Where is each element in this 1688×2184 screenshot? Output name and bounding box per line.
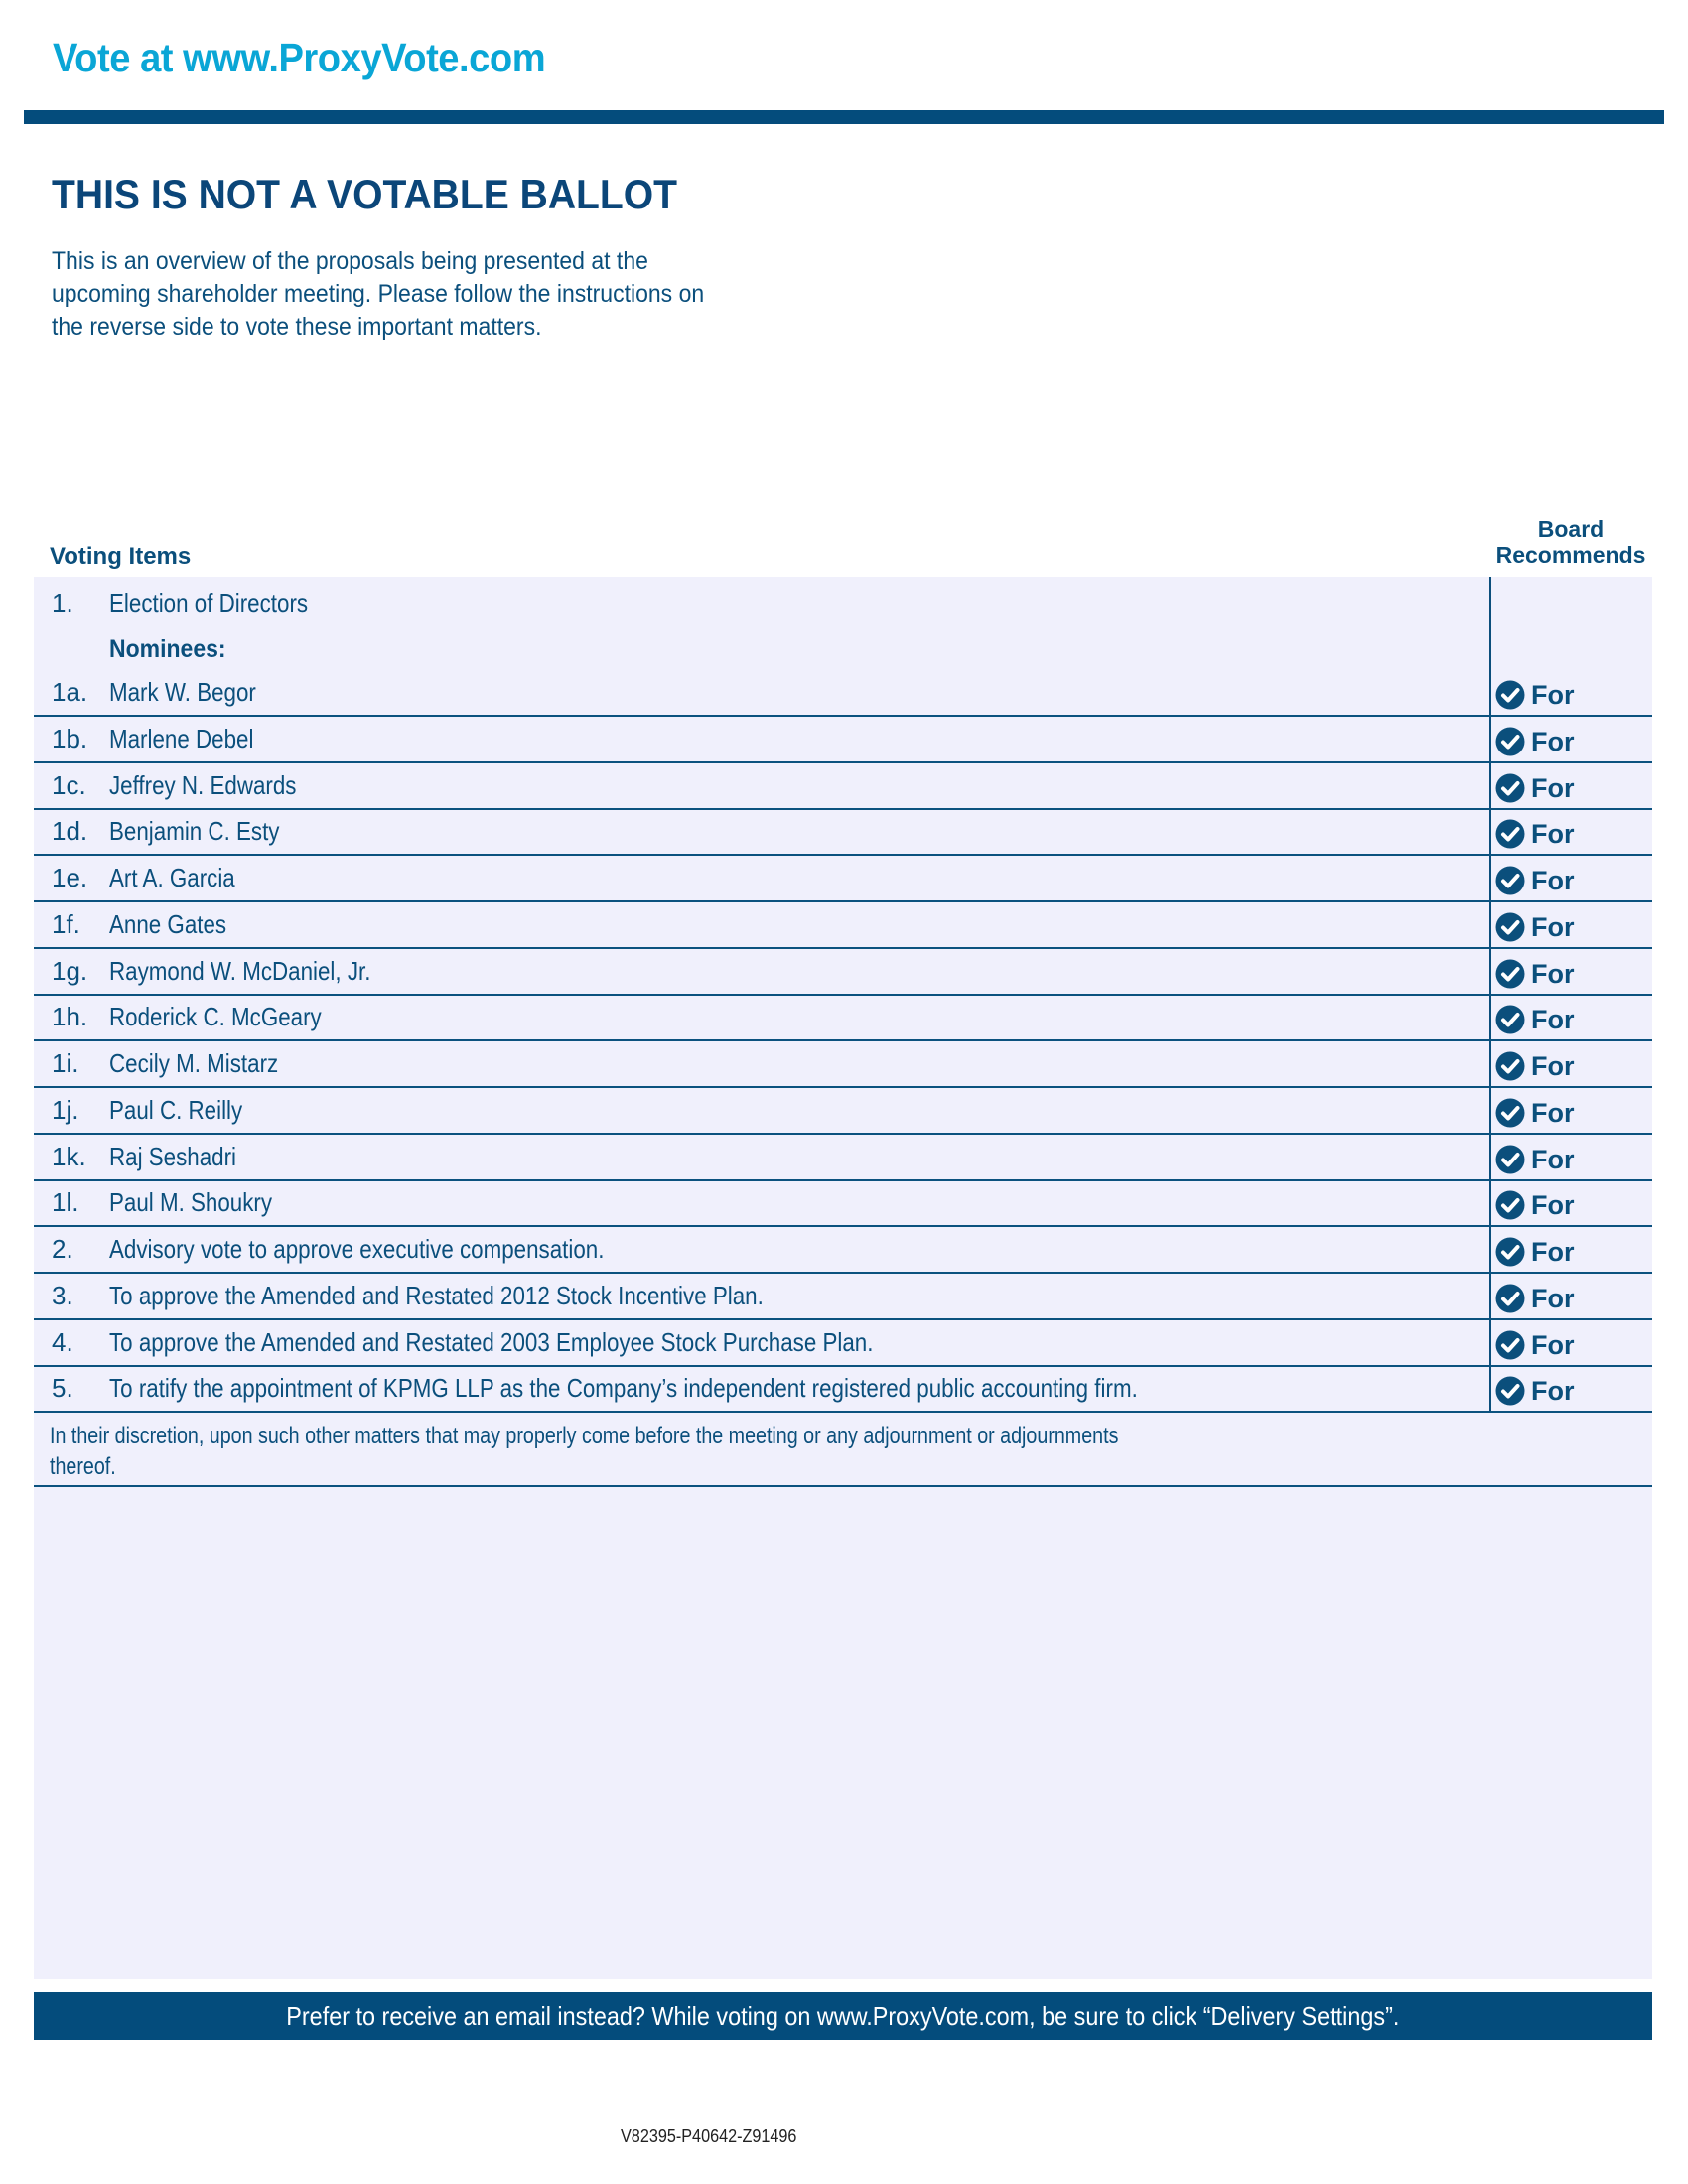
- recommendation-label: For: [1531, 1329, 1575, 1360]
- table-row: [34, 1320, 1652, 1367]
- item-number: 2.: [52, 1234, 73, 1264]
- intro-line: the reverse side to vote these important matters.: [52, 313, 542, 341]
- recommendation-label: For: [1531, 866, 1575, 895]
- check-circle-icon: [1495, 1284, 1525, 1313]
- recommendation-label: For: [1531, 911, 1575, 942]
- check-circle-icon: [1495, 727, 1525, 756]
- item-number: 5.: [52, 1373, 73, 1404]
- board-recommendation: [1495, 1375, 1575, 1407]
- board-recommendation: [1495, 1097, 1575, 1129]
- item-text: To ratify the appointment of KPMG LLP as the Company’s independent registered public accounting firm.: [109, 1373, 1138, 1404]
- board-recommendation: [1495, 1004, 1575, 1035]
- board-recommendation: [1495, 1144, 1575, 1175]
- intro-line: This is an overview of the proposals being presented at the: [52, 247, 648, 275]
- item-number: 1h.: [52, 1002, 88, 1032]
- table-row: [34, 1274, 1652, 1320]
- table-bottom-rule: [34, 1485, 1652, 1487]
- item-text: Art A. Garcia: [109, 863, 235, 892]
- nominees-label: Nominees:: [109, 635, 226, 663]
- check-circle-icon: [1495, 1145, 1525, 1174]
- item-text: Paul C. Reilly: [109, 1094, 243, 1125]
- table-row: [34, 949, 1652, 996]
- check-circle-icon: [1495, 1098, 1525, 1128]
- table-row: [34, 1135, 1652, 1181]
- board-recommendation: [1495, 1189, 1575, 1221]
- table-row: [34, 856, 1652, 902]
- site-title: Vote at www.ProxyVote.com: [53, 35, 546, 80]
- recommendation-label: For: [1531, 819, 1575, 850]
- item-text: Benjamin C. Esty: [109, 816, 280, 847]
- table-row: [34, 763, 1652, 810]
- check-circle-icon: [1495, 959, 1525, 989]
- item-number: 3.: [52, 1280, 73, 1310]
- item-text: Paul M. Shoukry: [109, 1187, 273, 1218]
- recommendation-label: For: [1531, 1051, 1575, 1081]
- check-circle-icon: [1495, 1190, 1525, 1220]
- recommendation-label: For: [1531, 1237, 1575, 1267]
- discretion-line: In their discretion, upon such other matters that may properly come before the meeting or any adjournment or adjournments: [50, 1423, 1119, 1449]
- discretion-note: [50, 1421, 1638, 1482]
- board-recommendation: [1495, 1050, 1575, 1082]
- item-number: 1g.: [52, 955, 88, 986]
- control-code: V82395-P40642-Z91496: [621, 2126, 797, 2146]
- board-recommendation: [1495, 911, 1575, 943]
- recommendation-label: For: [1531, 772, 1575, 803]
- table-row: [34, 717, 1652, 763]
- column-header-line: Board: [1537, 516, 1605, 542]
- table-row: [34, 1227, 1652, 1274]
- recommendation-label: For: [1531, 1283, 1575, 1313]
- column-header-line: Recommends: [1495, 542, 1646, 568]
- item-text: Anne Gates: [109, 908, 227, 939]
- check-circle-icon: [1495, 866, 1525, 895]
- header-divider-bar: [24, 110, 1664, 124]
- item-text: Raymond W. McDaniel, Jr.: [109, 955, 371, 986]
- item-number: 1d.: [52, 816, 88, 847]
- intro-paragraph: [52, 245, 782, 343]
- table-row: [34, 670, 1652, 717]
- recommendation-label: For: [1531, 680, 1575, 710]
- check-circle-icon: [1495, 773, 1525, 803]
- recommendation-label: For: [1531, 1097, 1575, 1128]
- recommendation-label: For: [1531, 1376, 1575, 1407]
- table-row: [34, 1181, 1652, 1228]
- recommendation-label: For: [1531, 1144, 1575, 1174]
- recommendation-label: For: [1531, 726, 1575, 756]
- board-recommendation: [1495, 772, 1575, 804]
- check-circle-icon: [1495, 680, 1525, 710]
- check-circle-icon: [1495, 1051, 1525, 1081]
- table-row: [34, 1088, 1652, 1135]
- item-number: 1a.: [52, 677, 88, 707]
- item-text: Roderick C. McGeary: [109, 1002, 322, 1032]
- check-circle-icon: [1495, 912, 1525, 942]
- item-text: To approve the Amended and Restated 2012 Stock Incentive Plan.: [109, 1280, 764, 1310]
- board-recommendation: [1495, 1236, 1575, 1268]
- banner-text: Prefer to receive an email instead? While voting on www.ProxyVote.com, be sure to click “Delivery Settings”.: [286, 2000, 1400, 2031]
- board-recommendation: [1495, 865, 1575, 896]
- check-circle-icon: [1495, 819, 1525, 849]
- item-number: 1k.: [52, 1141, 86, 1171]
- item-text: Jeffrey N. Edwards: [109, 769, 297, 800]
- item-number: 4.: [52, 1326, 73, 1357]
- table-row: [34, 1367, 1652, 1414]
- board-recommendation: [1495, 1329, 1575, 1361]
- item-number: 1i.: [52, 1048, 79, 1078]
- recommendation-label: For: [1531, 1190, 1575, 1221]
- check-circle-icon: [1495, 1376, 1525, 1406]
- item-number: 1c.: [52, 769, 86, 800]
- board-recommendation: [1495, 1283, 1575, 1314]
- row-rule: [34, 1411, 1652, 1413]
- page-title: THIS IS NOT A VOTABLE BALLOT: [52, 171, 678, 217]
- column-header-voting-items: Voting Items: [50, 543, 192, 570]
- check-circle-icon: [1495, 1237, 1525, 1267]
- check-circle-icon: [1495, 1005, 1525, 1034]
- proposal-text: Election of Directors: [109, 588, 309, 617]
- item-text: Advisory vote to approve executive compensation.: [109, 1234, 605, 1264]
- item-text: Marlene Debel: [109, 723, 254, 753]
- board-recommendation: [1495, 818, 1575, 850]
- table-row: [34, 996, 1652, 1042]
- item-number: 1b.: [52, 723, 88, 753]
- item-text: Cecily M. Mistarz: [109, 1048, 279, 1078]
- item-number: 1e.: [52, 863, 88, 892]
- board-recommendation: [1495, 958, 1575, 990]
- recommendation-label: For: [1531, 958, 1575, 989]
- delivery-settings-banner: [34, 1992, 1652, 2040]
- table-row: [34, 810, 1652, 857]
- proposal-number: 1.: [52, 588, 73, 617]
- intro-line: upcoming shareholder meeting. Please follow the instructions on: [52, 280, 705, 308]
- table-row: [34, 902, 1652, 949]
- item-number: 1l.: [52, 1187, 79, 1218]
- item-text: Mark W. Begor: [109, 677, 256, 707]
- board-recommendation: [1495, 679, 1575, 711]
- item-text: Raj Seshadri: [109, 1141, 237, 1171]
- board-recommendation: [1495, 726, 1575, 757]
- item-number: 1j.: [52, 1094, 79, 1125]
- item-number: 1f.: [52, 908, 80, 939]
- item-text: To approve the Amended and Restated 2003 Employee Stock Purchase Plan.: [109, 1326, 874, 1357]
- discretion-line: thereof.: [50, 1453, 116, 1480]
- column-header-board-recommends: [1489, 516, 1652, 568]
- recommendation-label: For: [1531, 1005, 1575, 1035]
- table-row: [34, 1041, 1652, 1088]
- check-circle-icon: [1495, 1330, 1525, 1360]
